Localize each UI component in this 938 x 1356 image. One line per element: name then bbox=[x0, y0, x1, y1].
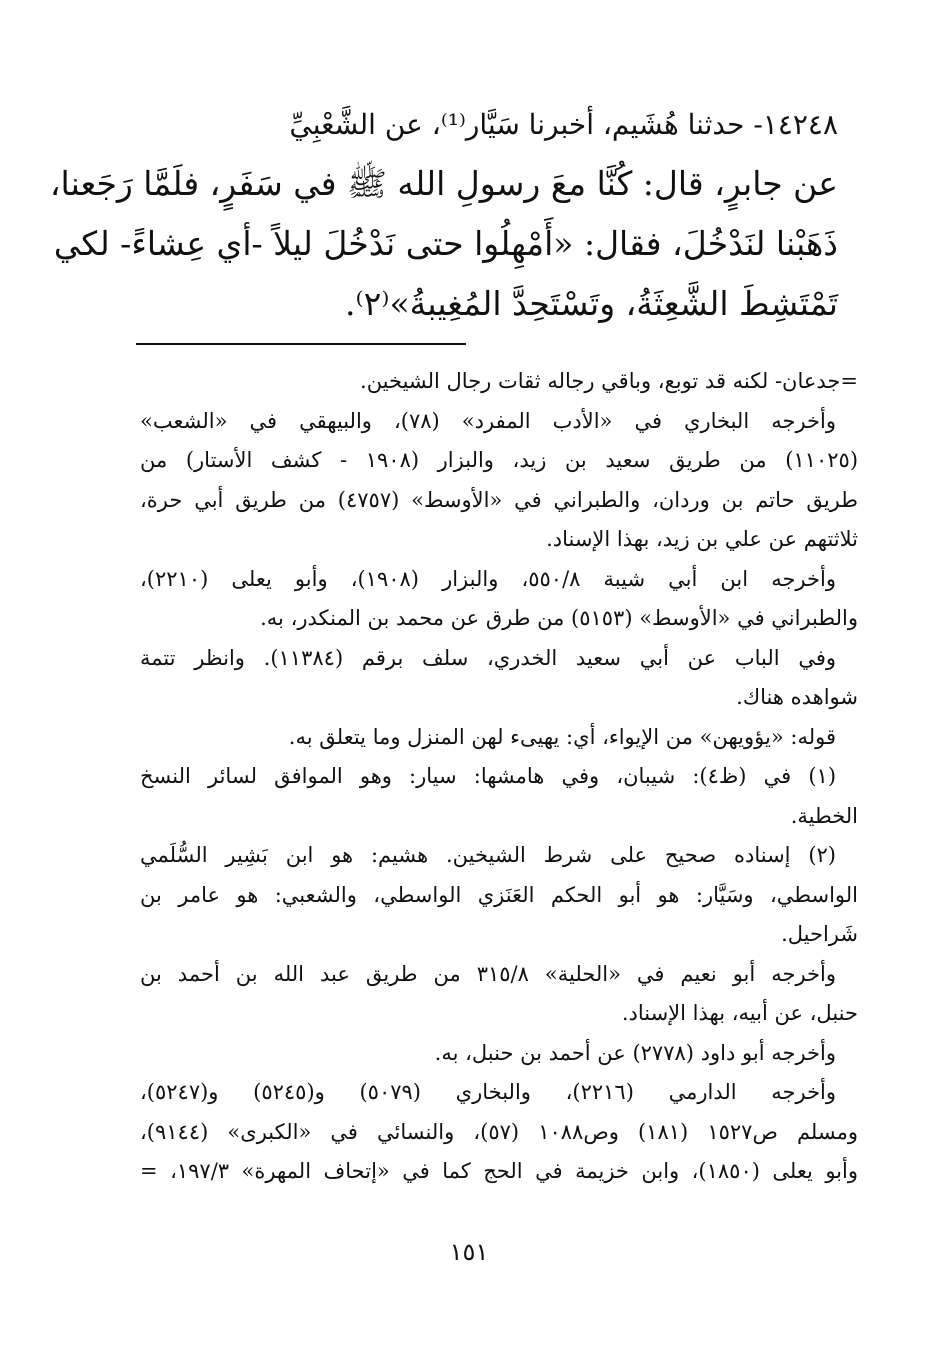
footnote-line: وأخرجه أبو نعيم في «الحلية» ٣١٥/٨ من طريق عبد الله بن أحمد بن bbox=[140, 961, 836, 986]
footnote-line: =جدعان- لكنه قد توبع، وباقي رجاله ثقات رجال الشيخين. bbox=[360, 369, 858, 393]
hadith-line: عن جابرٍ، قال: كُنَّا معَ رسولِ الله ﷺ في سَفَرٍ، فلَمَّا رَجَعنا، bbox=[49, 164, 838, 203]
footnote-line: ثلاثتهم عن علي بن زيد، بهذا الإسناد. bbox=[546, 527, 858, 551]
footnote-line: وأخرجه البخاري في «الأدب المفرد» (٧٨)، والبيهقي في «الشعب» bbox=[140, 408, 837, 433]
footnote-line: وأخرجه أبو داود (٢٧٧٨) عن أحمد بن حنبل، به. bbox=[434, 1040, 836, 1065]
footnotes bbox=[140, 362, 858, 1192]
footnote-line: وأبو يعلى (١٨٥٠)، وابن خزيمة في الحج كما في «إتحاف المهرة» ١٩٧/٣، = bbox=[140, 1159, 858, 1183]
footnote-line: (١) في (ظ٤): شيبان، وفي هامشها: سيار: وهو الموافق لسائر النسخ bbox=[140, 764, 837, 788]
footnote-line: ومسلم ص١٥٢٧ (١٨١) وص١٠٨٨ (٥٧)، والنسائي في «الكبرى» (٩١٤٤)، bbox=[140, 1119, 859, 1144]
footnote-line: وأخرجه الدارمي (٢٢١٦)، والبخاري (٥٠٧٩) و(٥٢٤٥) و(٥٢٤٧)، bbox=[140, 1080, 837, 1104]
footnote-line: والطبراني في «الأوسط» (٥١٥٣) من طرق عن محمد بن المنكدر، به. bbox=[260, 606, 858, 630]
footnote-line: شواهده هناك. bbox=[736, 685, 858, 709]
footnote-line: (١١٠٢٥) من طريق سعيد بن زيد، والبزار (١٩٠٨ - كشف الأستار) من bbox=[140, 448, 859, 472]
hadith-text bbox=[49, 96, 838, 334]
footnote-line: شَراحيل. bbox=[781, 922, 858, 946]
footnote-line: (٢) إسناده صحيح على شرط الشيخين. هشيم: هو ابن بَشِير السُّلَمي bbox=[140, 843, 836, 867]
footnote-line: الواسطي، وسَيَّار: هو أبو الحكم العَنَزي الواسطي، والشعبي: هو عامر بن bbox=[140, 882, 858, 907]
footnote-line: قوله: «يؤويهن» من الإيواء، أي: يهيىء لهن المنزل وما يتعلق به. bbox=[288, 724, 836, 749]
footnote-line: وفي الباب عن أبي سعيد الخدري، سلف برقم (١١٣٨٤). وانظر تتمة bbox=[140, 645, 837, 670]
footnote-line: حنبل، عن أبيه، بهذا الإسناد. bbox=[621, 1001, 858, 1025]
hadith-line: ذَهَبْنا لنَدْخُلَ، فقال: «أَمْهِلُوا حتى نَدْخُلَ ليلاً -أي عِشاءً- لكي bbox=[53, 224, 838, 263]
hadith-line: تَمْتَشِطَ الشَّعِثَةُ، وتَسْتَحِدَّ المُغِيبةُ»⁽٢⁾. bbox=[345, 284, 838, 323]
footnote-divider bbox=[136, 343, 466, 345]
footnote-line: الخطية. bbox=[790, 803, 858, 828]
footnote-line: طريق حاتم بن وردان، والطبراني في «الأوسط» (٤٧٥٧) من طريق أبي حرة، bbox=[140, 487, 858, 512]
footnote-line: وأخرجه ابن أبي شيبة ٥٥٠/٨، والبزار (١٩٠٨)، وأبو يعلى (٢٢١٠)، bbox=[140, 566, 836, 591]
hadith-line: ١٤٢٤٨- حدثنا هُشَيم، أخبرنا سَيَّار⁽¹⁾، عن الشَّعْبِيِّ bbox=[289, 108, 838, 141]
page-number: ١٥١ bbox=[449, 1238, 489, 1266]
